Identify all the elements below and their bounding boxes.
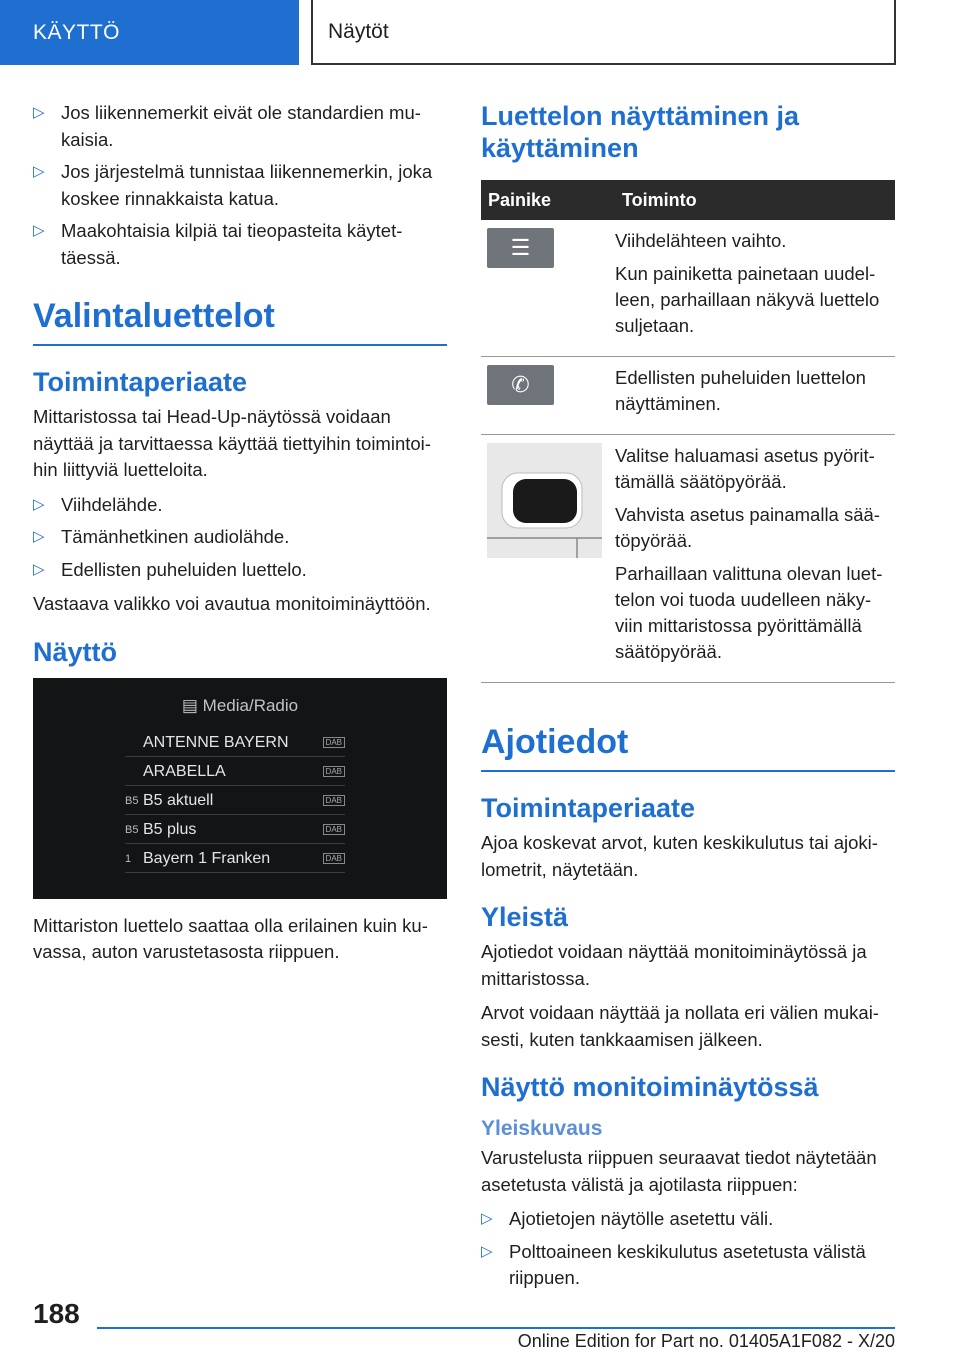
list-item: ▷ Viihdelähde. (33, 492, 447, 519)
dab-badge: DAB (323, 824, 345, 835)
top-bullet-list (33, 100, 447, 271)
footer-edition: Online Edition for Part no. 01405A1F082 - X/20 (97, 1327, 895, 1352)
screen-title: ▤ Media/Radio (181, 695, 299, 715)
chapter-title: Näytöt (311, 0, 896, 65)
list-item: ▷ Jos liikennemerkit eivät ole standardien mu-kaisia. (33, 102, 421, 150)
section-heading: Ajotiedot (481, 723, 895, 772)
column-header: Painike (481, 180, 615, 220)
station-row: B5 B5 aktuell DAB (125, 788, 345, 815)
mid-bullet-list (33, 492, 447, 584)
column-header: Toiminto (615, 180, 895, 220)
display-screenshot (33, 678, 447, 899)
minor-heading: Yleiskuvaus (481, 1117, 603, 1140)
table-row: ✆ Edellisten puheluiden luettelon näyttäminen. (481, 357, 895, 435)
phone-button-icon: ✆ (487, 365, 554, 405)
station-icon: B5 (125, 794, 139, 807)
media-radio-icon: ▤ (181, 695, 203, 715)
subheading: Näyttö (33, 636, 118, 667)
triangle-bullet-icon: ▷ (33, 222, 45, 239)
list-item: ▷ Ajotietojen näytölle asetettu väli. (481, 1206, 895, 1233)
list-item: ▷ Jos järjestelmä tunnistaa liikennemerkin, joka koskee rinnakkaista katua. (33, 161, 433, 209)
list-button-icon: ☰ (487, 228, 554, 268)
triangle-bullet-icon: ▷ (481, 1210, 493, 1227)
dab-badge: DAB (323, 766, 345, 777)
list-item: ▷ Polttoaineen keskikulutus asetetusta välistä riippuen. (481, 1240, 866, 1288)
paragraph: Varustelusta riippuen seuraavat tiedot näytetään asetetusta välistä ja ajotilasta riippuen: (481, 1147, 877, 1195)
dab-badge: DAB (323, 853, 345, 864)
subheading: Näyttö monitoiminäytössä (481, 1072, 819, 1102)
bottom-bullet-list (481, 1206, 895, 1292)
station-row: 1 Bayern 1 Franken DAB (125, 846, 345, 873)
list-item: ▷ Edellisten puheluiden luettelo. (33, 557, 447, 584)
table-row: ☰ Viihdelähteen vaihto. Kun painiketta painetaan uudel-leen, parhaillaan näkyvä luettelo suljetaan. (481, 220, 895, 357)
dab-badge: DAB (323, 737, 345, 748)
page-number: 188 (33, 1298, 80, 1329)
triangle-bullet-icon: ▷ (33, 163, 45, 180)
function-table (481, 180, 895, 683)
triangle-bullet-icon: ▷ (33, 104, 45, 121)
paragraph: Arvot voidaan näyttää ja nollata eri välien mukai-sesti, kuten tankkaamisen jälkeen. (481, 1002, 879, 1050)
paragraph: Mittaristossa tai Head-Up-näytössä voidaan näyttää ja tarvittaessa käyttää tiettyihin toimintoi-hin liittyviä luetteloita. (33, 406, 431, 480)
section-tab: KÄYTTÖ (0, 0, 299, 65)
subheading: Luettelon näyttäminen ja käyttäminen (481, 101, 800, 163)
section-heading: Valintaluettelot (33, 297, 447, 346)
station-icon: 1 (125, 852, 132, 865)
station-row: B5 B5 plus DAB (125, 817, 345, 844)
triangle-bullet-icon: ▷ (33, 495, 45, 513)
station-row: ARABELLA DAB (125, 759, 345, 786)
triangle-bullet-icon: ▷ (33, 528, 45, 545)
triangle-bullet-icon: ▷ (481, 1242, 493, 1260)
list-item: ▷ Maakohtaisia kilpiä tai tieopasteita käytet-täessä. (33, 220, 403, 268)
paragraph: Mittariston luettelo saattaa olla erilainen kuin ku-vassa, auton varustetasosta riippuen. (33, 914, 428, 962)
thumbwheel-icon (487, 443, 602, 558)
table-row: Valitse haluamasi asetus pyörit-tämällä säätöpyörää. Vahvista asetus painamalla sää-töpyörää. Parhaillaan valittuna olevan luet-telon voi tuoda uudelleen näky-viin mittaristossa pyörittämällä säätöpyörää. (481, 435, 895, 683)
paragraph: Ajoa koskevat arvot, kuten keskikulutus tai ajoki-lometrit, näytetään. (481, 832, 878, 880)
paragraph: Vastaava valikko voi avautua monitoiminäyttöön. (33, 593, 431, 614)
station-row: ANTENNE BAYERN DAB (125, 730, 345, 757)
right-column (481, 100, 895, 1300)
subheading: Yleistä (481, 902, 569, 932)
dab-badge: DAB (323, 795, 345, 806)
subheading: Toimintaperiaate (481, 793, 696, 823)
left-column (33, 100, 447, 974)
subheading: Toimintaperiaate (33, 367, 248, 397)
list-item: ▷ Tämänhetkinen audiolähde. (33, 524, 447, 551)
triangle-bullet-icon: ▷ (33, 560, 45, 578)
station-icon: B5 (125, 823, 139, 836)
paragraph: Ajotiedot voidaan näyttää monitoiminäytössä ja mittaristossa. (481, 941, 867, 989)
